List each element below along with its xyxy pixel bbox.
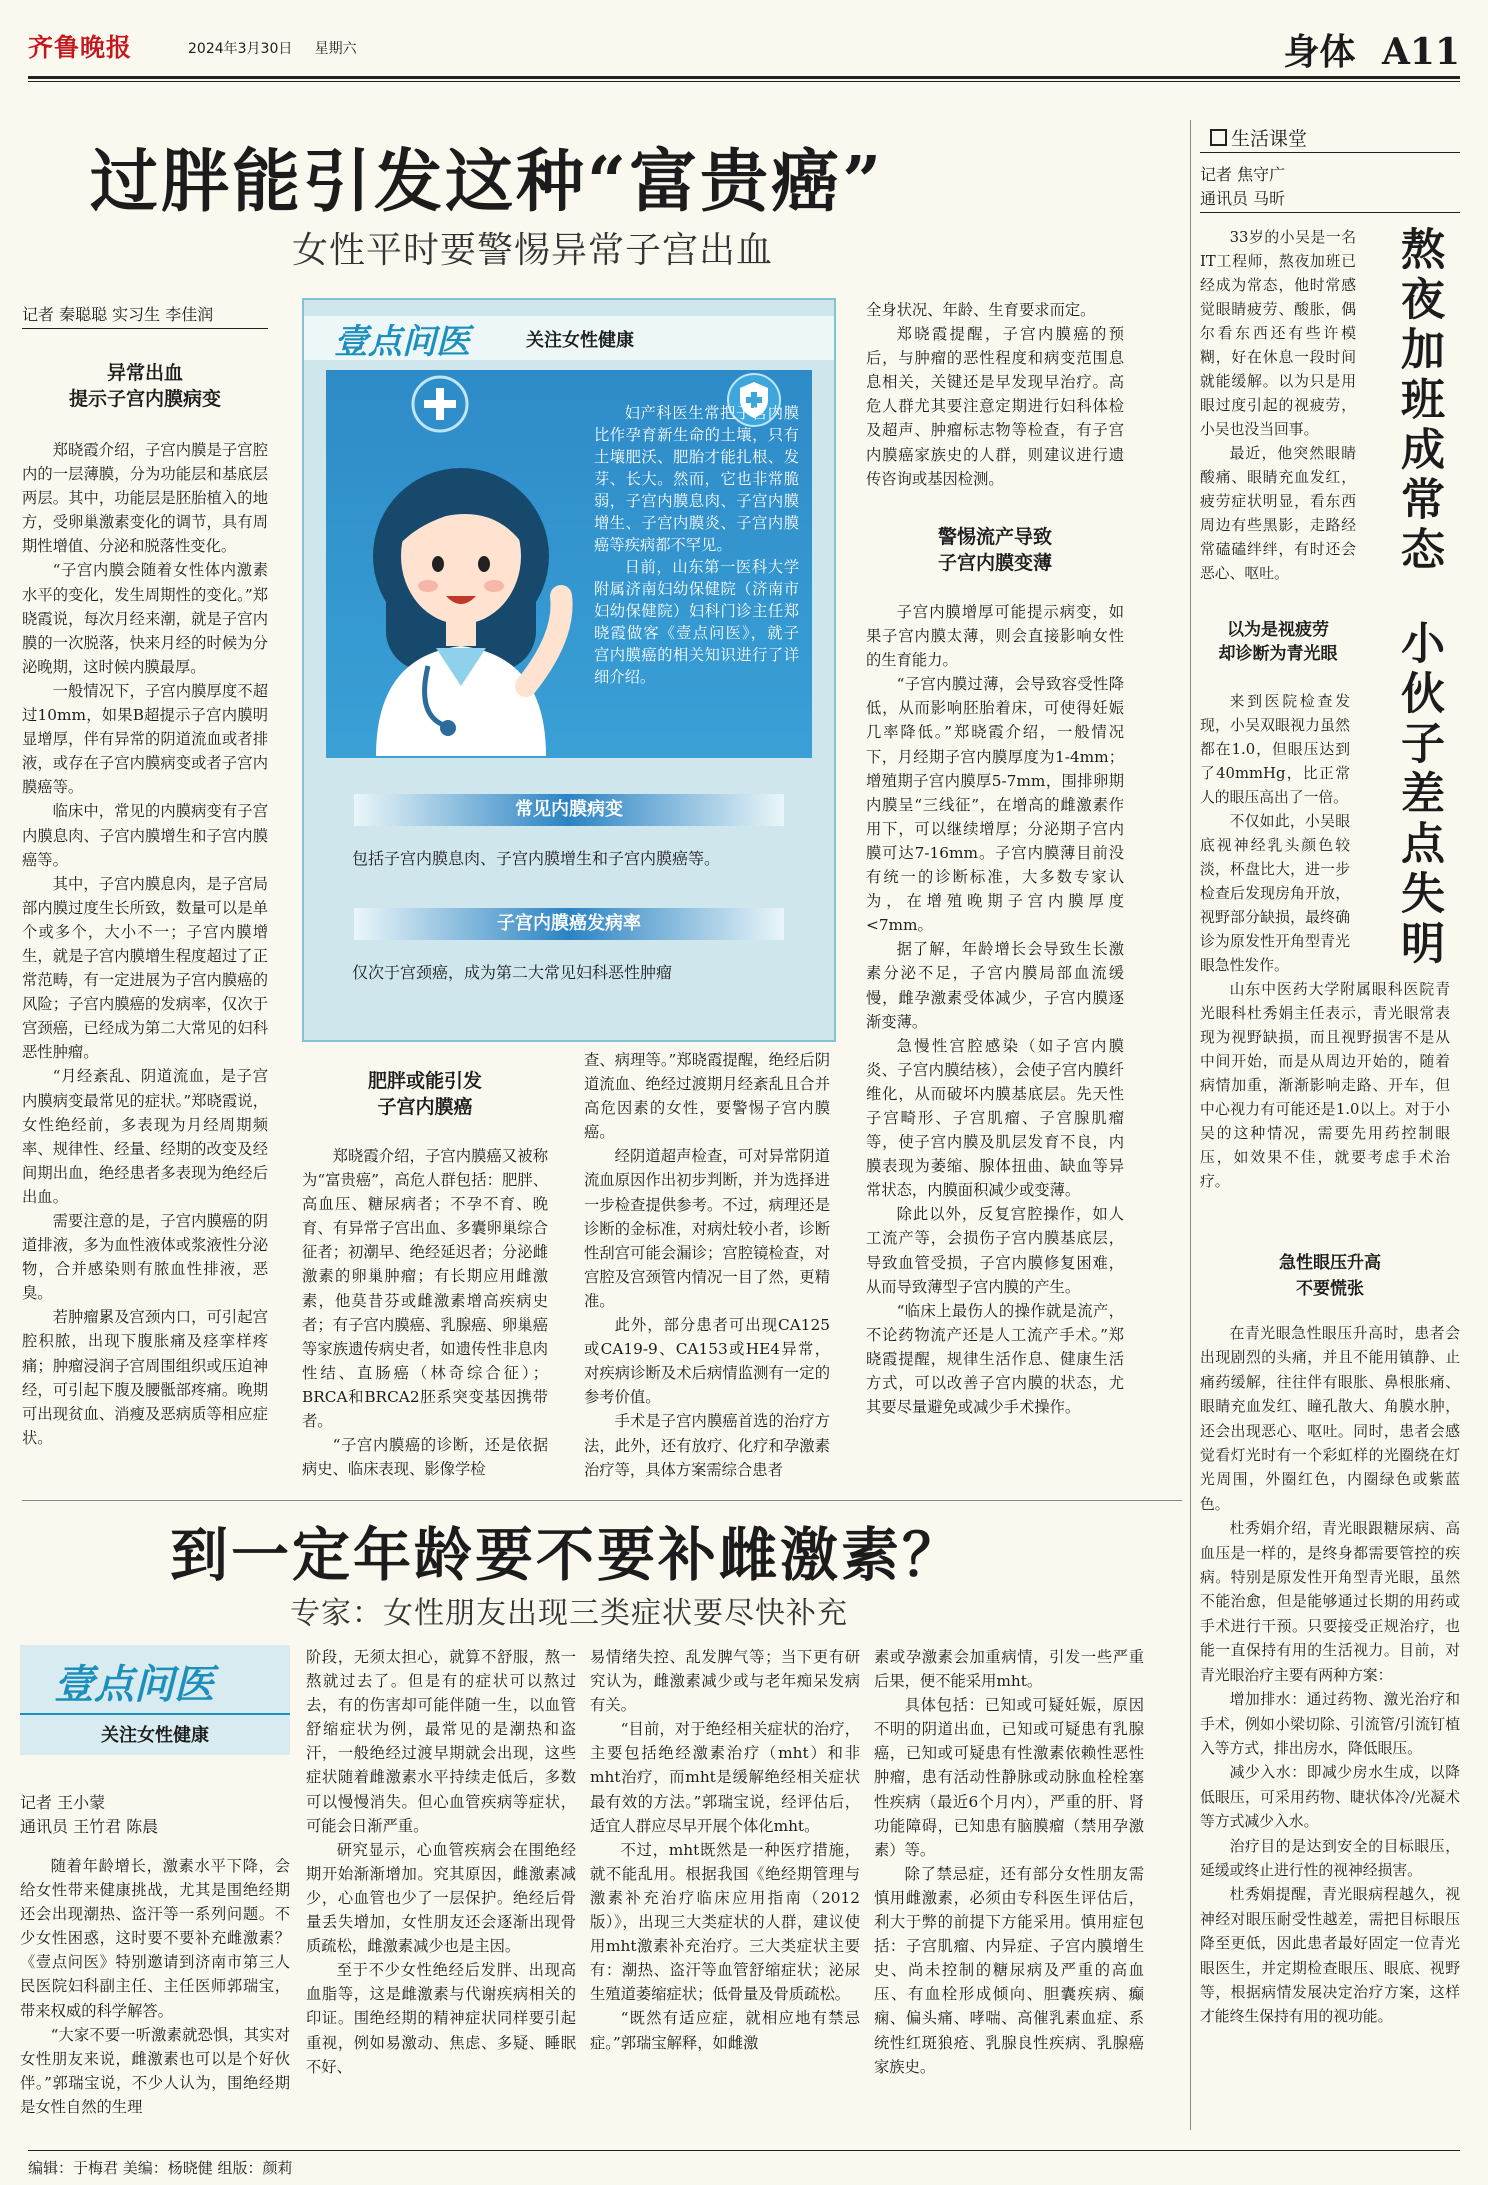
section-text-incidence: 仅次于宫颈癌，成为第二大常见妇科恶性肿瘤 bbox=[352, 963, 673, 982]
article1-col1 bbox=[22, 438, 268, 1498]
paragraph: 最近，他突然眼睛酸痛、眼睛充血发红，疲劳症状明显，看东西周边有些黑影，走路经常磕磕绊绊，有时还会恶心、呕吐。 bbox=[1200, 445, 1356, 582]
article2-byline-2: 通讯员 王竹君 陈晨 bbox=[20, 1817, 159, 1836]
paragraph: 郑晓霞介绍，子宫内膜癌又被称为“富贵癌”，高危人群包括：肥胖、高血压、糖尿病者；不孕不育、晚育、有异常子宫出血、多囊卵巢综合征者；初潮早、绝经延迟者；分泌雌激素的卵巢肿瘤；有长期应用雌激素，他莫昔芬或雌激素增高疾病史者；有子宫内膜癌、乳腺癌、卵巢癌等家族遗传病史者，如遗传性非息肉性结、直肠癌（林奇综合征）；BRCA和BRCA2胚系突变基因携带者。 bbox=[302, 1147, 548, 1431]
page-number: A11 bbox=[1381, 31, 1460, 73]
column-divider bbox=[1190, 120, 1191, 2130]
byline-rule bbox=[22, 328, 268, 329]
paragraph: 需要注意的是，子宫内膜癌的阴道排液，多为血性液体或浆液性分泌物，合并感染则有脓血性排液，恶臭。 bbox=[22, 1212, 268, 1303]
paragraph: 经阴道超声检查，可对异常阴道流血原因作出初步判断，并为选择进一步检查提供参考。不过，病理还是诊断的金标准，对病灶较小者，诊断性刮宫可能会漏诊；宫腔镜检查，对宫腔及宫颈管内情况一目了然，更精准。 bbox=[584, 1147, 830, 1310]
article1-col2 bbox=[302, 1144, 548, 1504]
column-name bbox=[1210, 124, 1307, 151]
medical-cross-icon bbox=[410, 374, 470, 434]
paragraph: “子宫内膜癌的诊断，还是依据病史、临床表现、影像学检 bbox=[302, 1436, 548, 1479]
article1-subtitle: 女性平时要警惕异常子宫出血 bbox=[292, 230, 774, 271]
intro-text bbox=[594, 402, 799, 688]
paragraph: “临床上最伤人的操作就是流产，不论药物流产还是人工流产手术。”郑晓霞提醒，规律生活作息、健康生活方式，可以改善子宫内膜的状态，尤其要尽量避免或减少手术操作。 bbox=[866, 1301, 1124, 1417]
paragraph: “目前，对于绝经相关症状的治疗，主要包括绝经激素治疗（mht）和非mht治疗，而mht是缓解绝经相关症状最有效的方法。”郭瑞宝说，经评估后，适宜人群应尽早开展个体化mht。 bbox=[590, 1720, 860, 1835]
article2-title: 到一定年龄要不要补雌激素？ bbox=[170, 1521, 964, 1589]
intro-panel bbox=[326, 370, 812, 758]
article2-col3 bbox=[590, 1645, 860, 2145]
article1-col4a bbox=[866, 298, 1124, 516]
paragraph: 除了禁忌症，还有部分女性朋友需慎用雌激素，必须由专科医生评估后，利大于弊的前提下方能采用。慎用症包括：子宫肌瘤、内异症、子宫内膜增生史、尚未控制的糖尿病及严重的高血压、有血栓形成倾向、胆囊疾病、癫痫、偏头痛、哮喘、高催乳素血症、系统性红斑狼疮、乳腺良性疾病、乳腺癌家族史。 bbox=[874, 1864, 1144, 2076]
paragraph: “月经紊乱、阴道流血，是子宫内膜病变最常见的症状。”郑晓霞说，女性绝经前，多表现为月经周期频率、规律性、经量、经期的改变及经间期出血，绝经患者多表现为绝经后出血。 bbox=[22, 1067, 268, 1206]
issue-date bbox=[188, 38, 357, 58]
column-name-text: 生活课堂 bbox=[1231, 128, 1308, 150]
paragraph: 33岁的小吴是一名IT工程师，熬夜加班已经成为常态，他时常感觉眼睛疲劳、酸胀，偶尔看东西还有些许模糊，好在休息一段时间就能缓解。以为只是用眼过度引起的视疲劳，小吴也没当回事。 bbox=[1200, 229, 1356, 438]
square-icon bbox=[1210, 129, 1227, 146]
paragraph: 减少入水：即减少房水生成，以降低眼压，可采用药物、睫状体冷/光凝术等方式减少入水。 bbox=[1200, 1764, 1460, 1831]
byline-rule bbox=[1200, 212, 1460, 213]
header-rule-thin bbox=[28, 81, 1460, 82]
article3-col-b bbox=[1200, 1322, 1460, 2152]
paragraph: 具体包括：已知或可疑妊娠，原因不明的阴道出血，已知或可疑患有乳腺癌，已知或可疑患有性激素依赖性恶性肿瘤，患有活动性静脉或动脉血栓栓塞性疾病（最近6个月内），严重的肝、肾功能障碍，已知患有脑膜瘤（禁用孕激素）等。 bbox=[874, 1696, 1144, 1859]
article2-col1 bbox=[20, 1854, 290, 2146]
paragraph: 研究显示，心血管疾病会在围绝经期开始渐渐增加。究其原因，雌激素减少，心血管也少了一层保护。绝经后骨量丢失增加，女性朋友还会逐渐出现骨质疏松，雌激素减少也是主因。 bbox=[306, 1840, 576, 1956]
paragraph: 妇产科医生常把子宫内膜比作孕育新生命的土壤，只有土壤肥沃、肥胎才能扎根、发芽、长大。然而，它也非常脆弱，子宫内膜息肉、子宫内膜增生、子宫内膜炎、子宫内膜癌等疾病都不罕见。 bbox=[594, 404, 799, 554]
doctor-illustration-icon bbox=[336, 436, 586, 756]
article-separator bbox=[22, 1500, 1182, 1501]
paragraph: 易情绪失控、乱发脾气等；当下更有研究认为，雌激素减少或与老年痴呆发病有关。 bbox=[590, 1648, 860, 1715]
paragraph: 此外，部分患者可出现CA125或CA19-9、CA153或HE4异常，对疾病诊断及术后病情监测有一定的参考价值。 bbox=[584, 1316, 830, 1407]
paragraph: 随着年龄增长，激素水平下降，会给女性带来健康挑战，尤其是围绝经期还会出现潮热、盗汗等一系列问题。不少女性困惑，这时要不要补充雌激素？《壹点问医》特别邀请到济南市第三人民医院妇科副主任、主任医师郭瑞宝，带来权威的科学解答。 bbox=[20, 1857, 290, 2020]
footer-credits: 编辑：于梅君 美编：杨晓健 组版：颜莉 bbox=[28, 2159, 293, 2177]
paragraph: 山东中医药大学附属眼科医院青光眼科杜秀娟主任表示，青光眼常表现为视野缺损，而且视野损害不是从中间开始，而是从周边开始的，随着病情加重，渐渐影响走路、开车，但中心视力有可能还是1.0以上。对于小吴的这种情况，需要先用药控制眼压，如效果不佳，就要考虑手术治疗。 bbox=[1200, 981, 1450, 1190]
paragraph: “子宫内膜会随着女性体内激素水平的变化，发生周期性的变化。”郑晓霞说，每次月经来潮，就是子宫内膜的一次脱落，快来月经的时候为分泌晚期，这时候内膜最厚。 bbox=[22, 561, 268, 676]
section-bar-incidence: 子宫内膜癌发病率 bbox=[354, 908, 784, 940]
paragraph: 日前，山东第一医科大学附属济南妇幼保健院（济南市妇幼保健院）妇科门诊主任郑晓霞做客《壹点问医》，就子宫内膜癌的相关知识进行了详细介绍。 bbox=[594, 558, 799, 686]
article1-subhead-2: 肥胖或能引发 子宫内膜癌 bbox=[367, 1070, 482, 1118]
section-bar-common-lesions: 常见内膜病变 bbox=[354, 794, 784, 826]
article3-title-line2: 小伙子差点失明 bbox=[1393, 620, 1444, 970]
article2-col4 bbox=[874, 1645, 1144, 2145]
article2-brand-box bbox=[20, 1645, 290, 1755]
article3-intro bbox=[1200, 226, 1356, 610]
paragraph: “既然有适应症，就相应地有禁忌症。”郭瑞宝解释，如雌激 bbox=[590, 2009, 860, 2052]
paragraph: 郑晓霞提醒，子宫内膜癌的预后，与肿瘤的恶性程度和病变范围息息相关，关键还是早发现早治疗。高危人群尤其要注意定期进行妇科体检及超声、肿瘤标志物等检查，有子宫内膜癌家族史的人群，则建议进行遗传咨询或基因检测。 bbox=[866, 325, 1124, 488]
weekday-text: 星期六 bbox=[314, 41, 357, 57]
paragraph: 杜秀娟提醒，青光眼病程越久，视神经对眼压耐受性越差，需把目标眼压降至更低，因此患者最好固定一位青光眼医生，并定期检查眼压、眼底、视野等，根据病情发展决定治疗方案，这样才能终生保持有用的视功能。 bbox=[1200, 1886, 1460, 2026]
brand-logo: 壹点问医 bbox=[54, 1662, 214, 1708]
paragraph: 增加排水：通过药物、激光治疗和手术，例如小梁切除、引流管/引流钉植入等方式，排出房水，降低眼压。 bbox=[1200, 1691, 1460, 1757]
article3-byline-1: 记者 焦守广 bbox=[1200, 165, 1286, 184]
paragraph: 临床中，常见的内膜病变有子宫内膜息肉、子宫内膜增生和子宫内膜癌等。 bbox=[22, 802, 268, 869]
header-rule bbox=[28, 76, 1460, 79]
masthead: 齐鲁晚报 bbox=[28, 33, 133, 62]
article3-col-a bbox=[1200, 690, 1450, 1210]
paragraph: 郑晓霞介绍，子宫内膜是子宫腔内的一层薄膜，分为功能层和基底层两层。其中，功能层是胚胎植入的地方，受卵巢激素变化的调节，具有周期性增值、分泌和脱落性变化。 bbox=[22, 441, 268, 556]
footer-rule bbox=[28, 2150, 1460, 2151]
brand-logo: 壹点问医 bbox=[334, 322, 470, 362]
paragraph: 一般情况下，子宫内膜厚度不超过10mm，如果B超提示子宫内膜明显增厚，伴有异常的阴道流血或者排液，或存在子宫内膜病变或者子宫内膜癌等。 bbox=[22, 681, 268, 797]
article1-subhead-3: 警惕流产导致 子宫内膜变薄 bbox=[937, 526, 1052, 574]
paragraph: 手术是子宫内膜癌首选的治疗方法，此外，还有放疗、化疗和孕激素治疗等，具体方案需综合患者 bbox=[584, 1412, 830, 1479]
section-text-common-lesions: 包括子宫内膜息肉、子宫内膜增生和子宫内膜癌等。 bbox=[352, 849, 721, 868]
info-box-banner bbox=[304, 300, 834, 374]
paragraph: 查、病理等。”郑晓霞提醒，绝经后阴道流血、绝经过渡期月经紊乱且合并高危因素的女性，要警惕子宫内膜癌。 bbox=[584, 1051, 830, 1142]
article2-subtitle: 专家：女性朋友出现三类症状要尽快补充 bbox=[290, 1596, 848, 1631]
paragraph: 不仅如此，小吴眼底视神经乳头颜色较淡，杯盘比大，进一步检查后发现房角开放，视野部分缺损，最终确诊为原发性开角型青光眼急性发作。 bbox=[1200, 813, 1350, 974]
section-name: 身体 bbox=[1283, 31, 1356, 73]
article2-col2 bbox=[306, 1645, 576, 2145]
article1-subhead-1: 异常出血 提示子宫内膜病变 bbox=[68, 362, 221, 410]
article3-title-line1: 熬夜加班成常态 bbox=[1393, 226, 1444, 576]
brand-tagline: 关注女性健康 bbox=[526, 330, 634, 351]
article1-title: 过胖能引发这种“富贵癌” bbox=[90, 142, 885, 222]
paragraph: 阶段，无须太担心，就算不舒服，熬一熬就过去了。但是有的症状可以熬过去，有的伤害却可能伴随一生，以血管舒缩症状为例，最常见的是潮热和盗汗，一般绝经过渡早期就会出现，这些症状随着雌激素水平持续走低后，多数可以慢慢消失。但心血管疾病等症状，可能会日渐严重。 bbox=[306, 1648, 576, 1835]
column-name-rule bbox=[1200, 152, 1460, 153]
paragraph: 素或孕激素会加重病情，引发一些严重后果，便不能采用mht。 bbox=[874, 1648, 1144, 1691]
article2-byline-1: 记者 王小蒙 bbox=[20, 1793, 106, 1812]
paragraph: 全身状况、年龄、生育要求而定。 bbox=[866, 301, 1096, 319]
paragraph: 其中，子宫内膜息肉，是子宫局部内膜过度生长所致，数量可以是单个或多个，大小不一；子宫内膜增生，就是子宫内膜增生程度超过了正常范畴，有一定进展为子宫内膜癌的风险；子宫内膜癌的发病率，仅次于宫颈癌，已经成为第二大常见的妇科恶性肿瘤。 bbox=[22, 874, 268, 1062]
info-box bbox=[302, 298, 836, 1042]
paragraph: 杜秀娟介绍，青光眼跟糖尿病、高血压是一样的，是终身都需要管控的疾病。特别是原发性开角型青光眼，虽然不能治愈，但是能够通过长期的用药或手术进行干预。只要接受正规治疗，也能一直保持有用的生活视力。目前，对青光眼治疗主要有两种方案： bbox=[1200, 1520, 1460, 1684]
article1-col4b bbox=[866, 600, 1124, 1504]
article3-subhead-1: 以为是视疲劳 却诊断为青光眼 bbox=[1218, 620, 1338, 664]
paragraph: 在青光眼急性眼压升高时，患者会出现剧烈的头痛，并且不能用镇静、止痛药缓解，往往伴有眼胀、鼻根胀痛、眼睛充血发红、瞳孔散大、角膜水肿，还会出现恶心、呕吐。同时，患者会感觉看灯光时有一个彩虹样的光圈绕在灯光周围，外圈红色，内圈绿色或紫蓝色。 bbox=[1200, 1325, 1460, 1513]
article3-byline-2: 通讯员 马昕 bbox=[1200, 189, 1286, 208]
paragraph: 急慢性宫腔感染（如子宫内膜炎、子宫内膜结核），会使子宫内膜纤维化，从而破坏内膜基底层。先天性子宫畸形、子宫肌瘤、子宫腺肌瘤等，使子宫内膜及肌层发育不良，内膜表现为萎缩、腺体扭曲、缺血等异常状态，内膜面积减少或变薄。 bbox=[866, 1036, 1124, 1200]
paragraph: 若肿瘤累及宫颈内口，可引起宫腔积脓，出现下腹胀痛及痉挛样疼痛；肿瘤浸润子宫周围组织或压迫神经，可引起下腹及腰骶部疼痛。晚期可出现贫血、消瘦及恶病质等相应症状。 bbox=[22, 1308, 268, 1447]
brand-rule bbox=[20, 1713, 290, 1715]
paragraph: 不过，mht既然是一种医疗措施，就不能乱用。根据我国《绝经期管理与激素补充治疗临床应用指南（2012版）》，出现三大类症状的人群，建议使用mht激素补充治疗。三大类症状主要有：潮热、盗汗等血管舒缩症状；泌尿生殖道萎缩症状；低骨量及骨质疏松。 bbox=[590, 1840, 860, 2004]
article3-subhead-2: 急性眼压升高 不要慌张 bbox=[1279, 1253, 1381, 1299]
paragraph: 治疗目的是达到安全的目标眼压，延缓或终止进行性的视神经损害。 bbox=[1200, 1837, 1460, 1879]
paragraph: 来到医院检查发现，小吴双眼视力虽然都在1.0，但眼压达到了40mmHg，比正常人的眼压高出了一倍。 bbox=[1200, 693, 1350, 806]
paragraph: 据了解，年龄增长会导致生长激素分泌不足，子宫内膜局部血流缓慢，雌孕激素受体减少，子宫内膜逐渐变薄。 bbox=[866, 940, 1124, 1031]
paragraph: 至于不少女性绝经后发胖、出现高血脂等，这是雌激素与代谢疾病相关的印证。围绝经期的精神症状同样要引起重视，例如易激动、焦虑、多疑、睡眠不好、 bbox=[306, 1961, 576, 2076]
date-text: 2024年3月30日 bbox=[188, 41, 293, 57]
paragraph: “大家不要一听激素就恐惧，其实对女性朋友来说，雌激素也可以是个好伙伴。”郭瑞宝说，不少人认为，围绝经期是女性自然的生理 bbox=[20, 2025, 290, 2116]
page-section bbox=[1283, 24, 1460, 75]
paragraph: “子宫内膜过薄，会导致容受性降低，从而影响胚胎着床，可使得妊娠几率降低。”郑晓霞介绍，一般情况下，月经期子宫内膜厚度为1-4mm；增殖期子宫内膜厚5-7mm，围排卵期内膜呈“三线征”，在增高的雌激素作用下，可以继续增厚；分泌期子宫内膜可达7-16mm。子宫内膜薄目前没有统一的诊断标准，大多数专家认为，在增殖晚期子宫内膜厚度<7mm。 bbox=[866, 675, 1124, 935]
paragraph: 子宫内膜增厚可能提示病变，如果子宫内膜太薄，则会直接影响女性的生育能力。 bbox=[866, 603, 1124, 670]
article1-byline: 记者 秦聪聪 实习生 李佳润 bbox=[22, 305, 214, 324]
article1-col3 bbox=[584, 1048, 830, 1504]
paragraph: 除此以外，反复宫腔操作，如人工流产等，会损伤子宫内膜基底层，导致血管受损，子宫内膜修复困难，从而导致薄型子宫内膜的产生。 bbox=[866, 1205, 1124, 1296]
brand-tagline: 关注女性健康 bbox=[101, 1725, 209, 1746]
